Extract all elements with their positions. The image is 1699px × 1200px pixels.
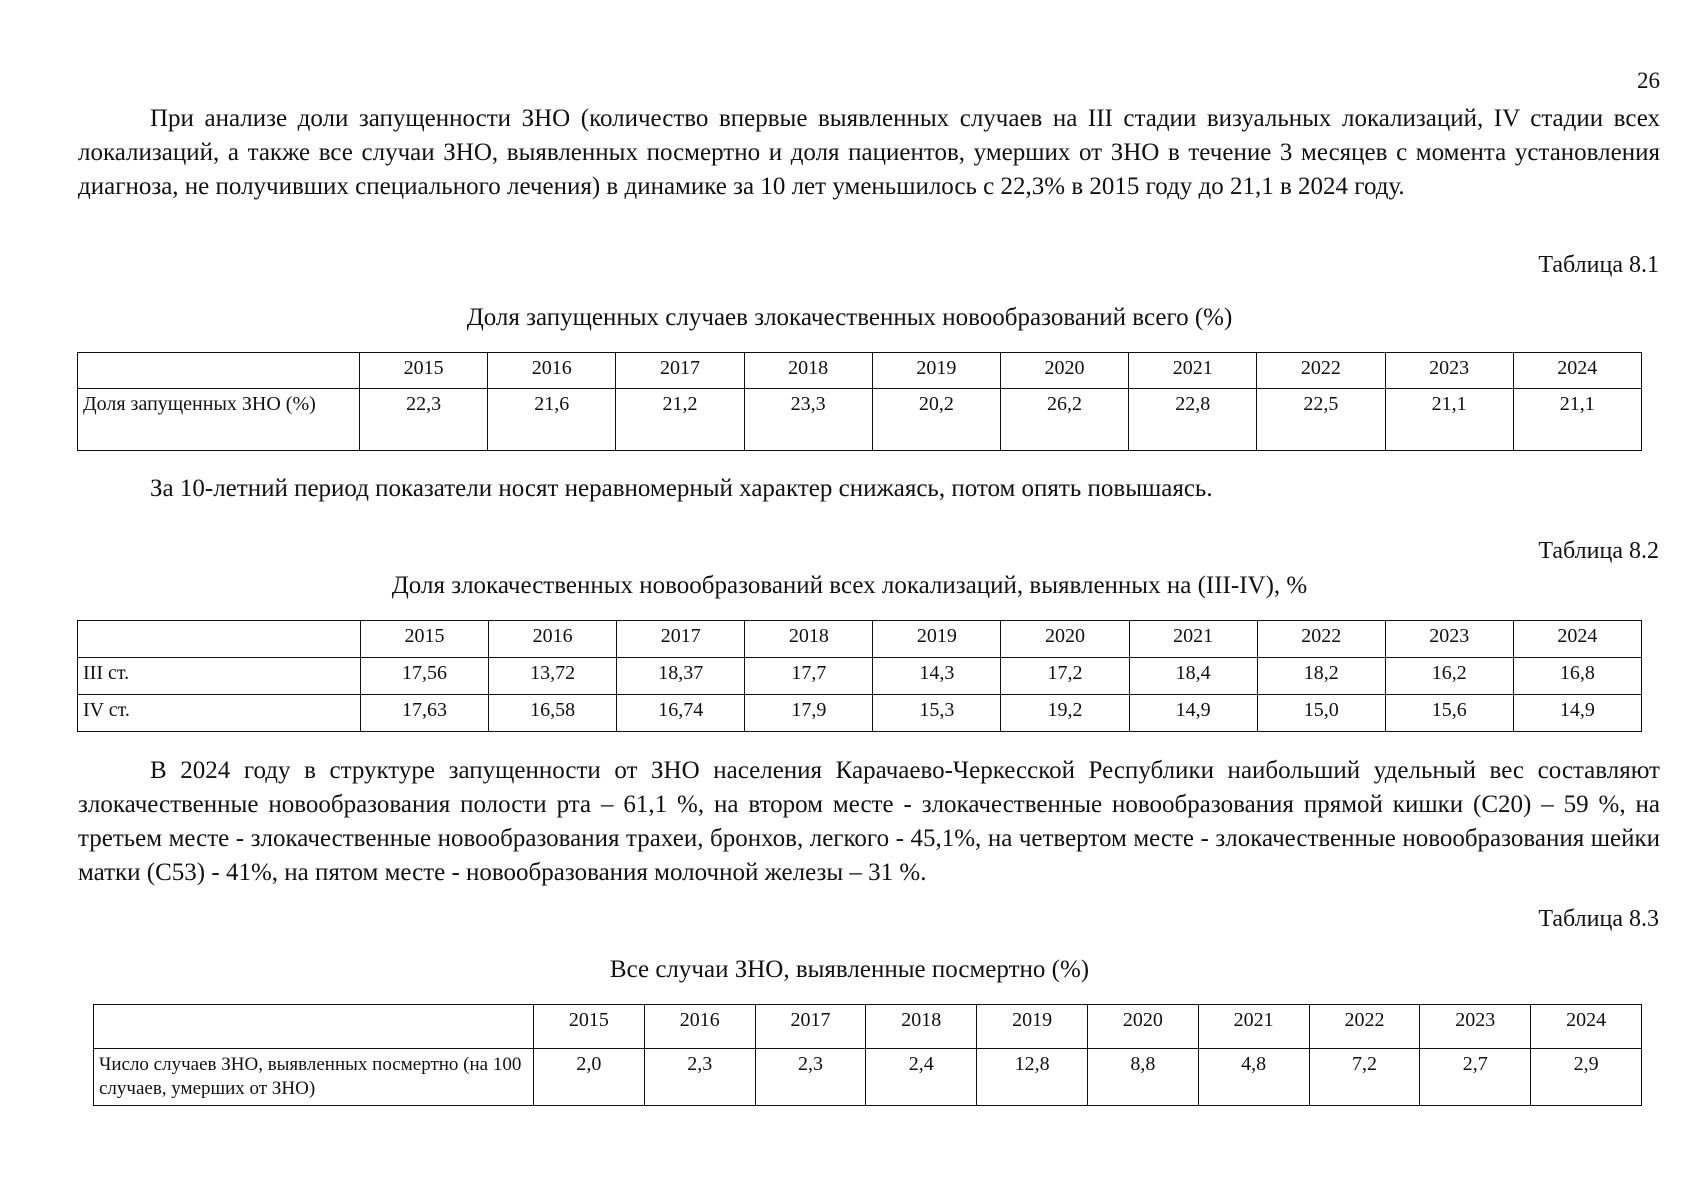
year-cell: 2023 <box>1385 621 1513 658</box>
table-8-1-label: Таблица 8.1 <box>1538 252 1659 278</box>
table-8-3 <box>93 1004 1642 1106</box>
table-8-2 <box>77 620 1642 732</box>
table-8-3-title: Все случаи ЗНО, выявленные посмертно (%) <box>609 956 1090 983</box>
value-cell: 21,2 <box>616 389 744 451</box>
year-cell: 2015 <box>360 353 488 389</box>
table-8-2-title: Доля злокачественных новообразований всех локализаций, выявленных на (III-IV), % <box>391 572 1308 599</box>
year-cell: 2022 <box>1257 621 1385 658</box>
table-8-1-title: Доля запущенных случаев злокачественных новообразований всего (%) <box>466 304 1233 331</box>
value-cell: 17,56 <box>361 658 489 695</box>
year-cell: 2019 <box>977 1005 1088 1049</box>
value-cell: 17,7 <box>745 658 873 695</box>
value-cell: 16,58 <box>489 695 617 732</box>
table-8-3-header-row <box>94 1005 1642 1049</box>
year-cell: 2016 <box>488 353 616 389</box>
value-cell: 2,3 <box>755 1049 866 1106</box>
value-cell: 18,2 <box>1257 658 1385 695</box>
value-cell: 21,1 <box>1513 389 1641 451</box>
year-cell: 2017 <box>755 1005 866 1049</box>
table-row <box>94 1049 1642 1106</box>
value-cell: 19,2 <box>1001 695 1129 732</box>
table-row <box>78 695 1642 732</box>
year-cell: 2024 <box>1513 621 1641 658</box>
value-cell: 20,2 <box>872 389 1000 451</box>
table-8-3-corner-cell <box>94 1005 534 1049</box>
value-cell: 16,8 <box>1513 658 1641 695</box>
value-cell: 12,8 <box>977 1049 1088 1106</box>
value-cell: 15,0 <box>1257 695 1385 732</box>
value-cell: 2,3 <box>644 1049 755 1106</box>
value-cell: 17,63 <box>361 695 489 732</box>
year-cell: 2024 <box>1531 1005 1642 1049</box>
value-cell: 21,1 <box>1385 389 1513 451</box>
table-row <box>78 658 1642 695</box>
value-cell: 17,2 <box>1001 658 1129 695</box>
value-cell: 14,9 <box>1129 695 1257 732</box>
value-cell: 17,9 <box>745 695 873 732</box>
value-cell: 14,3 <box>873 658 1001 695</box>
value-cell: 8,8 <box>1087 1049 1198 1106</box>
value-cell: 2,0 <box>534 1049 645 1106</box>
year-cell: 2021 <box>1129 621 1257 658</box>
after-table-8-2-paragraph: В 2024 году в структуре запущенности от ЗНО населения Карачаево-Черкесской Республики наибольший удельный вес составляют злокачественные новообразования полости рта – 61,1 %, на втором месте - злокачественные новообразования прямой кишки (С20) – 59 %, на третьем месте - злокачественные новообразования трахеи, бронхов, легкого - 45,1%, на четвертом месте - злокачественные новообразования шейки матки (С53) - 41%, на пятом месте - новообразования молочной железы – 31 %. <box>78 757 1660 886</box>
value-cell: 18,4 <box>1129 658 1257 695</box>
row-label: IV ст. <box>78 695 361 732</box>
year-cell: 2020 <box>1000 353 1128 389</box>
year-cell: 2021 <box>1129 353 1257 389</box>
year-cell: 2021 <box>1198 1005 1309 1049</box>
year-cell: 2017 <box>616 353 744 389</box>
table-8-2-label: Таблица 8.2 <box>1538 538 1659 564</box>
year-cell: 2018 <box>866 1005 977 1049</box>
year-cell: 2018 <box>744 353 872 389</box>
year-cell: 2016 <box>644 1005 755 1049</box>
value-cell: 2,9 <box>1531 1049 1642 1106</box>
value-cell: 13,72 <box>489 658 617 695</box>
value-cell: 4,8 <box>1198 1049 1309 1106</box>
year-cell: 2015 <box>534 1005 645 1049</box>
table-8-3-label: Таблица 8.3 <box>1538 906 1659 932</box>
year-cell: 2022 <box>1257 353 1385 389</box>
value-cell: 2,4 <box>866 1049 977 1106</box>
value-cell: 7,2 <box>1309 1049 1420 1106</box>
year-cell: 2019 <box>873 621 1001 658</box>
row-label: III ст. <box>78 658 361 695</box>
intro-paragraph: При анализе доли запущенности ЗНО (количество впервые выявленных случаев на III стадии визуальных локализаций, IV стадии всех локализаций, а также все случаи ЗНО, выявленных посмертно и доля пациентов, умерших от ЗНО в течение 3 месяцев с момента установления диагноза, не получивших специального лечения) в динамике за 10 лет уменьшилось с 22,3% в 2015 году до 21,1 в 2024 году. <box>78 105 1660 200</box>
value-cell: 15,3 <box>873 695 1001 732</box>
year-cell: 2022 <box>1309 1005 1420 1049</box>
table-8-2-corner-cell <box>78 621 361 658</box>
year-cell: 2019 <box>872 353 1000 389</box>
table-8-1-header-row <box>78 353 1642 389</box>
value-cell: 16,74 <box>617 695 745 732</box>
year-cell: 2017 <box>617 621 745 658</box>
value-cell: 22,8 <box>1129 389 1257 451</box>
year-cell: 2020 <box>1087 1005 1198 1049</box>
value-cell: 2,7 <box>1420 1049 1531 1106</box>
page-number: 26 <box>1637 68 1660 93</box>
table-8-1-corner-cell <box>78 353 360 389</box>
value-cell: 15,6 <box>1385 695 1513 732</box>
year-cell: 2023 <box>1420 1005 1531 1049</box>
value-cell: 26,2 <box>1000 389 1128 451</box>
after-table-8-1-paragraph: За 10-летний период показатели носят неравномерный характер снижаясь, потом опять повышаясь. <box>150 475 1213 502</box>
year-cell: 2024 <box>1513 353 1641 389</box>
value-cell: 21,6 <box>488 389 616 451</box>
value-cell: 22,5 <box>1257 389 1385 451</box>
value-cell: 22,3 <box>360 389 488 451</box>
value-cell: 18,37 <box>617 658 745 695</box>
year-cell: 2023 <box>1385 353 1513 389</box>
row-label: Число случаев ЗНО, выявленных посмертно (на 100 случаев, умерших от ЗНО) <box>94 1049 534 1106</box>
table-8-2-header-row <box>78 621 1642 658</box>
table-row <box>78 389 1642 451</box>
row-label: Доля запущенных ЗНО (%) <box>78 389 360 451</box>
value-cell: 16,2 <box>1385 658 1513 695</box>
year-cell: 2015 <box>361 621 489 658</box>
year-cell: 2020 <box>1001 621 1129 658</box>
year-cell: 2016 <box>489 621 617 658</box>
table-8-1 <box>77 352 1642 451</box>
year-cell: 2018 <box>745 621 873 658</box>
value-cell: 23,3 <box>744 389 872 451</box>
value-cell: 14,9 <box>1513 695 1641 732</box>
